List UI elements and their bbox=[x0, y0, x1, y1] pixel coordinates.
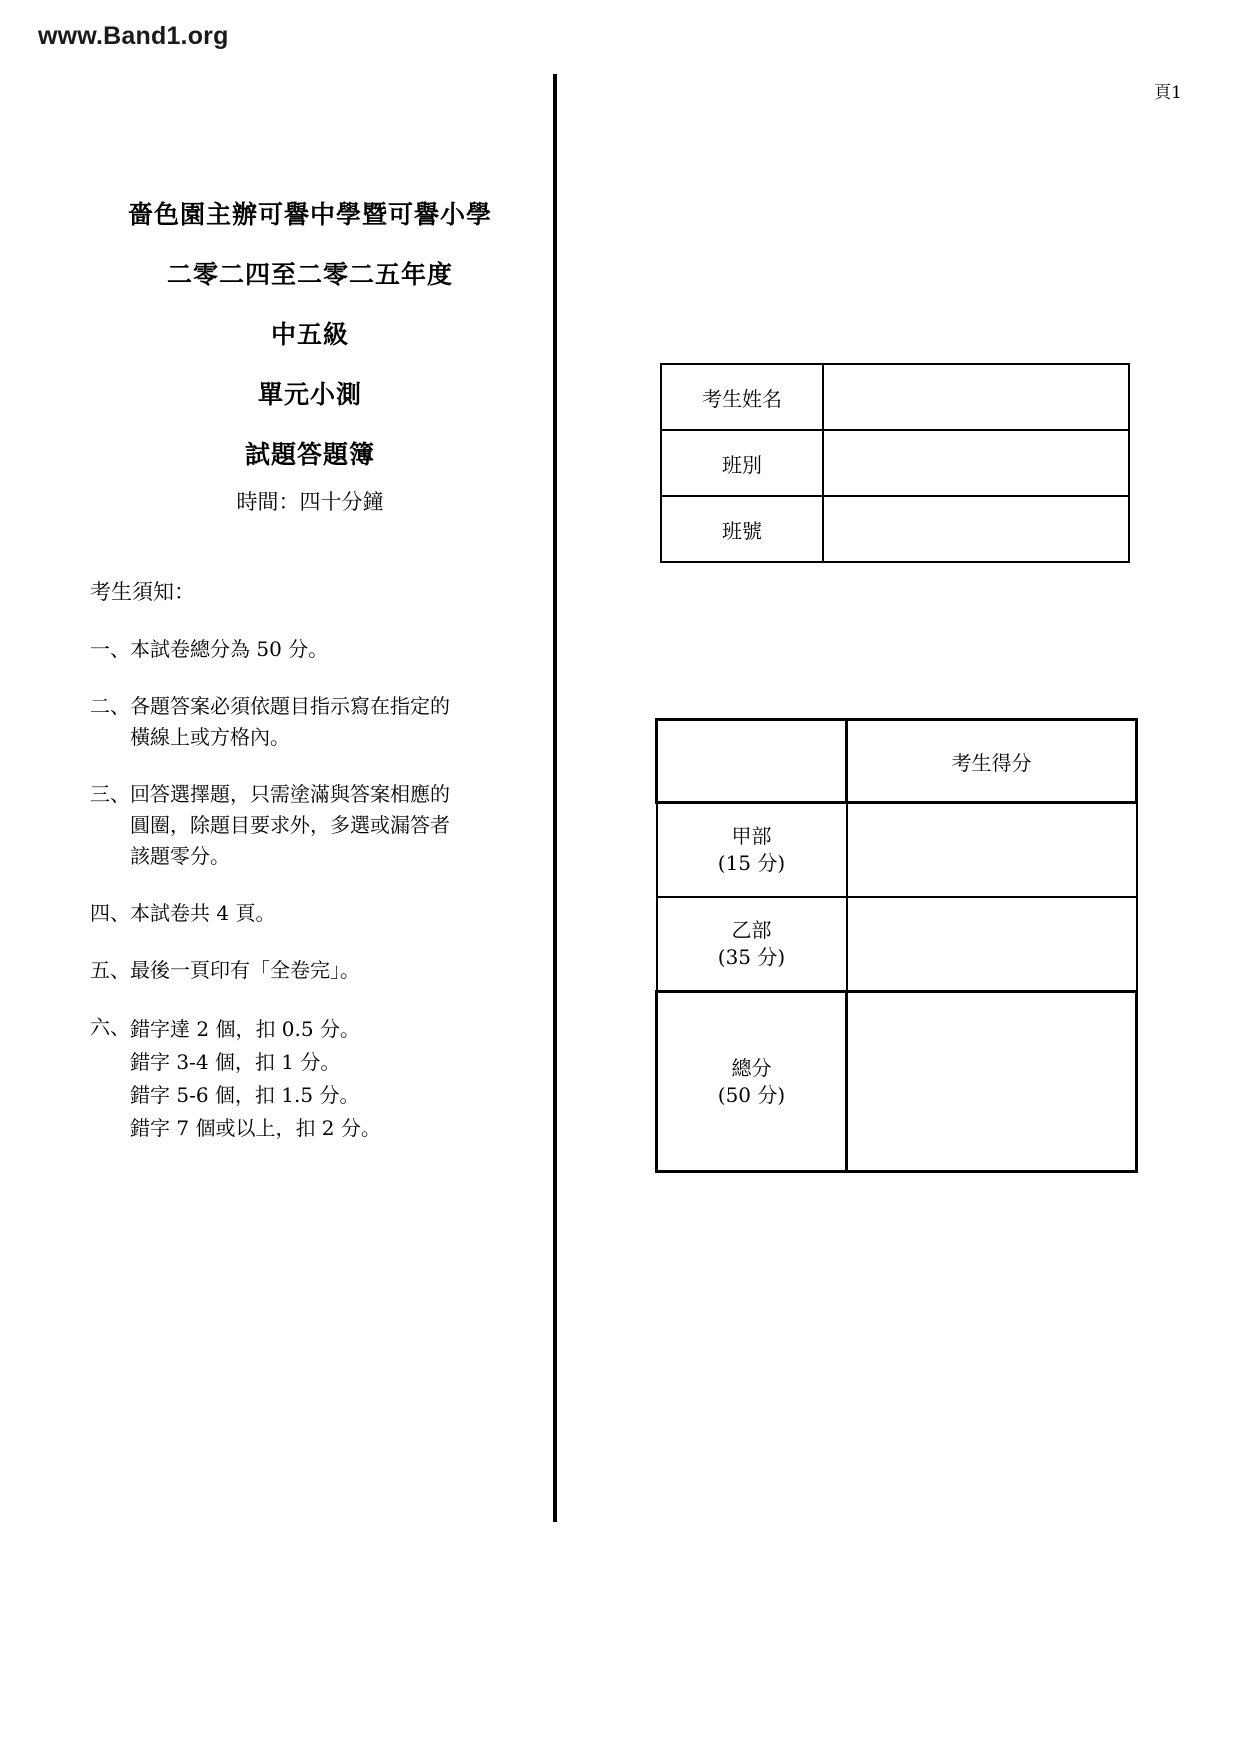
class-field[interactable] bbox=[823, 430, 1129, 496]
page-number: 頁1 bbox=[1154, 83, 1182, 103]
class-number-label: 班號 bbox=[661, 496, 823, 562]
note-line: 本試卷總分為 50 分。 bbox=[130, 637, 329, 661]
note-number: 二、 bbox=[90, 694, 130, 718]
note-text bbox=[130, 779, 530, 872]
part-a-score-field[interactable] bbox=[847, 803, 1137, 898]
note-item bbox=[90, 955, 530, 986]
grade-level: 中五級 bbox=[270, 320, 349, 349]
exam-duration: 時間：四十分鐘 bbox=[236, 490, 384, 514]
candidate-info-table bbox=[660, 363, 1130, 563]
score-column-header: 考生得分 bbox=[847, 720, 1137, 803]
left-column bbox=[90, 200, 530, 1170]
vertical-divider bbox=[553, 74, 557, 1522]
total-name: 總分 bbox=[731, 1055, 772, 1080]
table-row bbox=[657, 897, 1137, 992]
note-line: 橫線上或方格內。 bbox=[130, 725, 290, 749]
note-number: 一、 bbox=[90, 637, 130, 661]
note-line: 各題答案必須依題目指示寫在指定的 bbox=[130, 694, 450, 718]
booklet-title: 試題答題簿 bbox=[244, 440, 375, 469]
part-b-name: 乙部 bbox=[731, 918, 772, 942]
note-text bbox=[130, 634, 530, 665]
note-line: 錯字 3-4 個，扣 1 分。 bbox=[130, 1050, 341, 1074]
note-text bbox=[130, 955, 530, 986]
note-number: 六、 bbox=[90, 1015, 130, 1039]
note-text bbox=[130, 691, 530, 753]
part-b-marks: (35 分) bbox=[717, 945, 786, 969]
note-item bbox=[90, 779, 530, 872]
part-a-label bbox=[657, 803, 847, 898]
part-b-score-field[interactable] bbox=[847, 897, 1137, 992]
total-marks: (50 分) bbox=[717, 1082, 786, 1107]
note-item bbox=[90, 691, 530, 753]
exam-type: 單元小測 bbox=[257, 380, 362, 409]
note-line: 圓圈，除題目要求外，多選或漏答者 bbox=[130, 813, 450, 837]
note-item bbox=[90, 898, 530, 929]
note-line: 錯字達 2 個，扣 0.5 分。 bbox=[130, 1017, 360, 1041]
note-item bbox=[90, 1012, 530, 1144]
table-row bbox=[657, 803, 1137, 898]
table-row bbox=[657, 720, 1137, 803]
score-table-corner bbox=[657, 720, 847, 803]
part-a-name: 甲部 bbox=[731, 824, 772, 848]
total-score-field[interactable] bbox=[847, 992, 1137, 1172]
candidate-name-label: 考生姓名 bbox=[661, 364, 823, 430]
note-line: 回答選擇題，只需塗滿與答案相應的 bbox=[130, 782, 450, 806]
table-row bbox=[657, 992, 1137, 1172]
academic-year: 二零二四至二零二五年度 bbox=[166, 260, 453, 289]
note-line: 最後一頁印有「全卷完」。 bbox=[130, 958, 360, 982]
note-line: 錯字 7 個或以上，扣 2 分。 bbox=[130, 1116, 381, 1140]
site-url-watermark: www.Band1.org bbox=[38, 22, 229, 50]
score-table bbox=[655, 718, 1138, 1173]
part-b-label bbox=[657, 897, 847, 992]
note-text bbox=[130, 898, 530, 929]
school-name: 嗇色園主辦可譽中學暨可譽小學 bbox=[127, 200, 492, 229]
note-line: 該題零分。 bbox=[130, 844, 230, 868]
note-item bbox=[90, 634, 530, 665]
notes-heading: 考生須知： bbox=[90, 580, 195, 604]
note-number: 三、 bbox=[90, 782, 130, 806]
class-number-field[interactable] bbox=[823, 496, 1129, 562]
note-line: 錯字 5-6 個，扣 1.5 分。 bbox=[130, 1083, 360, 1107]
table-row bbox=[661, 364, 1129, 430]
note-number: 四、 bbox=[90, 901, 130, 925]
class-label: 班別 bbox=[661, 430, 823, 496]
note-line: 本試卷共 4 頁。 bbox=[130, 901, 276, 925]
exam-title-block bbox=[90, 200, 530, 470]
table-row bbox=[661, 496, 1129, 562]
table-row bbox=[661, 430, 1129, 496]
total-label bbox=[657, 992, 847, 1172]
note-text bbox=[130, 1012, 530, 1144]
candidate-name-field[interactable] bbox=[823, 364, 1129, 430]
part-a-marks: (15 分) bbox=[717, 851, 786, 875]
note-number: 五、 bbox=[90, 958, 130, 982]
